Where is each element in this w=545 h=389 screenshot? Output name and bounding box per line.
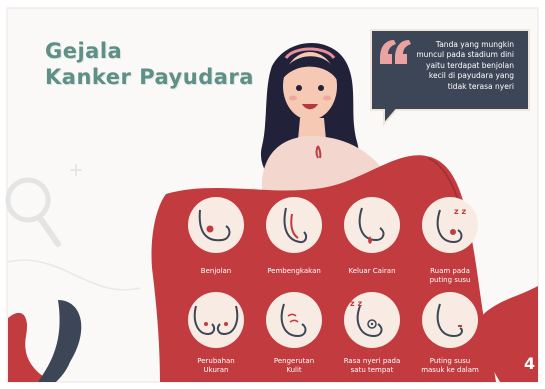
symptom-label-size-change <box>197 357 235 374</box>
quote-line: tidak terasa nyeri <box>447 81 514 91</box>
quote-line: yaitu terdapat benjolan <box>426 60 514 70</box>
size-change-breast-icon <box>188 292 244 348</box>
symptom-label-skin-dimpling <box>274 357 314 374</box>
symptom-label-rash <box>430 267 471 284</box>
page-number: 4 <box>524 354 536 373</box>
page-title <box>45 38 254 90</box>
rash-nipple-icon <box>422 197 478 253</box>
title-line-2: Kanker Payudara <box>45 65 254 89</box>
skin-dimpling-breast-icon <box>266 292 322 348</box>
symptom-label-swelling <box>267 267 321 276</box>
quote-line: muncul pada stadium dini <box>416 50 514 60</box>
quote-line: kecil di payudara yang <box>428 71 514 81</box>
symptom-label-line: puting susu <box>429 275 471 284</box>
symptom-label-line: Kulit <box>286 365 302 374</box>
symptom-label-line: Keluar Cairan <box>348 267 396 275</box>
symptom-label-lump <box>201 267 231 276</box>
symptom-label-line: Rasa nyeri pada <box>343 357 401 365</box>
quote-text <box>386 40 514 92</box>
localized-pain-breast-icon <box>344 292 400 348</box>
symptom-label-line: Ukuran <box>203 365 229 374</box>
quote-line: Tanda yang mungkin <box>435 40 514 49</box>
symptom-label-line: Benjolan <box>200 267 232 275</box>
symptom-label-inverted-nipple <box>421 357 479 374</box>
svg-text:z z: z z <box>454 207 467 216</box>
symptom-label-line: Puting susu <box>429 357 471 365</box>
lump-breast-icon <box>188 197 244 253</box>
symptom-label-localized-pain <box>344 357 401 374</box>
symptom-label-line: masuk ke dalam <box>421 365 479 374</box>
symptom-label-line: Ruam pada <box>430 267 470 275</box>
discharge-breast-icon <box>344 197 400 253</box>
symptom-label-line: Pengerutan <box>273 357 315 365</box>
symptom-label-line: Perubahan <box>197 357 235 365</box>
svg-text:z z: z z <box>350 299 363 308</box>
symptom-label-line: satu tempat <box>350 365 394 374</box>
symptom-label-line: Pembengkakan <box>267 267 321 275</box>
symptom-label-discharge <box>348 267 395 276</box>
swelling-breast-icon <box>266 197 322 253</box>
inverted-nipple-icon <box>422 292 478 348</box>
title-line-1: Gejala <box>45 39 123 63</box>
